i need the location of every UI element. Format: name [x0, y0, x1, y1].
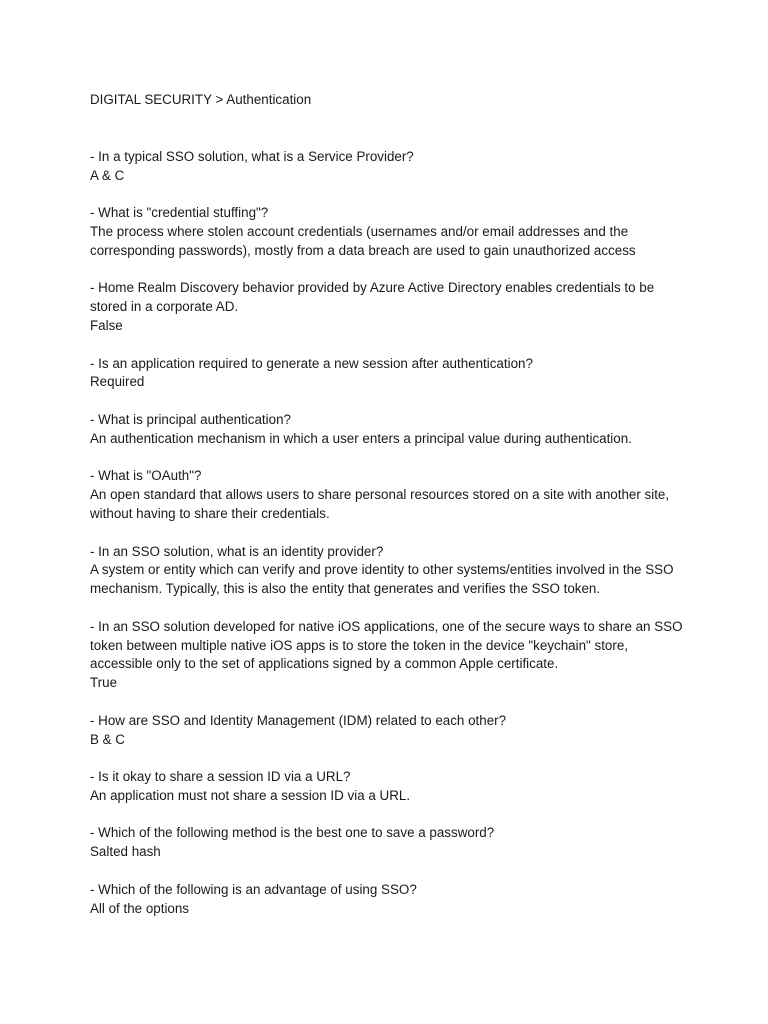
answer-text: A & C: [90, 167, 125, 183]
question-text: - In an SSO solution, what is an identity provider?: [90, 543, 384, 559]
qa-item-1: [90, 148, 690, 186]
answer-text: Salted hash: [90, 844, 161, 860]
question-text: - What is "credential stuffing"?: [90, 205, 269, 221]
qa-item-10: [90, 768, 690, 806]
qa-item-2: [90, 204, 690, 260]
qa-item-6: [90, 467, 690, 523]
page-title: DIGITAL SECURITY > Authentication: [90, 92, 312, 107]
answer-text: True: [90, 675, 118, 691]
qa-item-9: [90, 712, 690, 750]
question-text: - Which of the following is an advantage of using SSO?: [90, 881, 417, 897]
qa-item-11: [90, 824, 690, 862]
question-text: - In an SSO solution developed for native iOS applications, one of the secure ways to share an SSO token between multiple native iOS apps is to store the token in the device "keychain" store, accessible only to the set of applications signed by a common Apple certificate.: [90, 618, 683, 672]
question-text: - Is an application required to generate a new session after authentication?: [90, 355, 533, 371]
qa-item-7: [90, 543, 690, 599]
answer-text: All of the options: [90, 900, 190, 916]
answer-text: A system or entity which can verify and prove identity to other systems/entities involved in the SSO mechanism. Typically, this is also the entity that generates and verifies the SSO token.: [90, 562, 674, 597]
document-page: [90, 91, 690, 937]
answer-text: False: [90, 317, 123, 333]
question-text: - Which of the following method is the best one to save a password?: [90, 825, 495, 841]
answer-text: An open standard that allows users to share personal resources stored on a site with another site, without having to share their credentials.: [90, 487, 670, 521]
answer-text: An application must not share a session ID via a URL.: [90, 787, 411, 803]
qa-item-4: [90, 355, 690, 393]
answer-text: The process where stolen account credentials (usernames and/or email addresses and the corresponding passwords), mostly from a data breach are used to gain unauthorized access: [90, 223, 636, 258]
qa-item-3: [90, 279, 690, 335]
question-text: - How are SSO and Identity Management (IDM) related to each other?: [90, 712, 507, 728]
question-text: - What is "OAuth"?: [90, 468, 202, 484]
answer-text: Required: [90, 374, 145, 390]
qa-item-12: [90, 881, 690, 919]
question-text: - Home Realm Discovery behavior provided by Azure Active Directory enables credentials to be stored in a corporate AD.: [90, 280, 655, 315]
answer-text: B & C: [90, 731, 125, 747]
question-text: - What is principal authentication?: [90, 411, 291, 427]
answer-text: An authentication mechanism in which a user enters a principal value during authentication.: [90, 430, 632, 446]
qa-item-8: [90, 618, 690, 693]
question-text: - In a typical SSO solution, what is a Service Provider?: [90, 148, 414, 164]
qa-item-5: [90, 411, 690, 449]
question-text: - Is it okay to share a session ID via a URL?: [90, 769, 351, 785]
